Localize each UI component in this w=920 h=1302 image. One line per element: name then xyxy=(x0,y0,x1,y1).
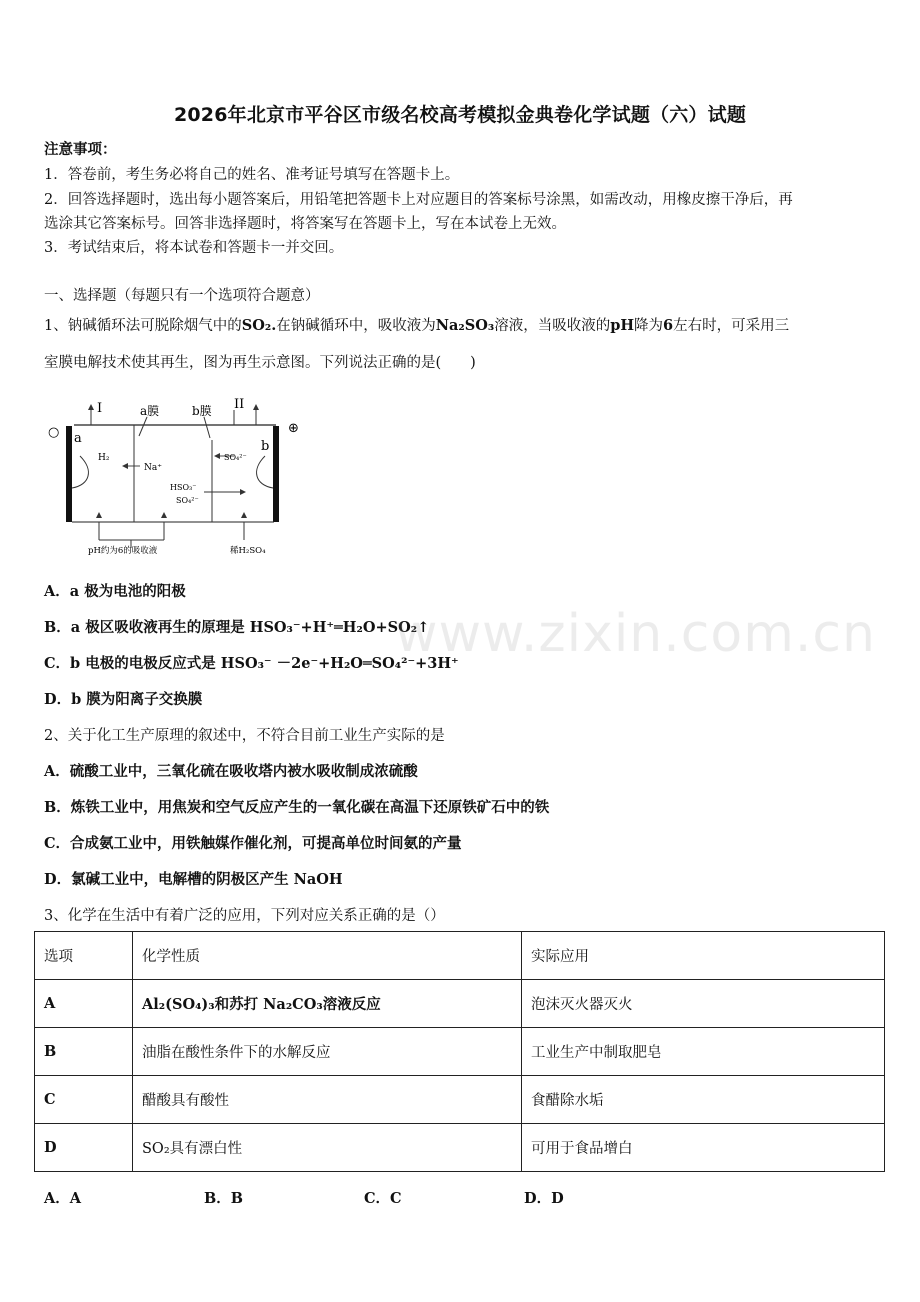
label-compartment-I: I xyxy=(97,401,103,416)
label-dilute-acid-inlet: 稀H₂SO₄ xyxy=(230,546,266,556)
notice-heading: 注意事项： xyxy=(44,141,117,158)
table-header-cell: 实际应用 xyxy=(522,932,885,980)
q2-option-b: B．炼铁工业中，用焦炭和空气反应产生的一氧化碳在高温下还原铁矿石中的铁 xyxy=(44,799,550,816)
notice-item: 3．考试结束后，将本试卷和答题卡一并交回。 xyxy=(44,240,344,256)
cathode-a xyxy=(66,426,72,522)
table-row xyxy=(35,980,885,1028)
watermark: www.zixin.com.cn xyxy=(395,604,876,664)
q2-option-a: A．硫酸工业中，三氧化硫在吸收塔内被水吸收制成浓硫酸 xyxy=(44,763,418,780)
notice-item: 1．答卷前，考生务必将自己的姓名、准考证号填写在答题卡上。 xyxy=(44,167,460,183)
q1-option-c: C．b 电极的电极反应式是 HSO₃⁻ －2e⁻+H₂O═SO₄²⁻+3H⁺ xyxy=(44,655,459,672)
q3-option-d: D．D xyxy=(524,1190,564,1207)
q3-option-a: A．A xyxy=(44,1190,82,1207)
table-cell: 可用于食品增白 xyxy=(522,1124,885,1172)
q3-option-c: C．C xyxy=(364,1190,402,1207)
label-sulfate-right: SO₄²⁻ xyxy=(224,453,247,462)
table-cell: 工业生产中制取肥皂 xyxy=(522,1028,885,1076)
q2-option-d: D．氯碱工业中，电解槽的阴极区产生 NaOH xyxy=(44,871,343,888)
table-cell: B xyxy=(35,1028,133,1076)
table-header-cell: 化学性质 xyxy=(133,932,522,980)
page-title: 2026年北京市平谷区市级名校高考模拟金典卷化学试题（六）试题 xyxy=(173,104,747,126)
table-header-row xyxy=(35,932,885,980)
section-heading: 一、选择题（每题只有一个选项符合题意） xyxy=(44,288,320,304)
negative-terminal-icon: ○ xyxy=(48,425,60,440)
label-a-membrane: a膜 xyxy=(140,404,160,418)
anode-b xyxy=(273,426,279,522)
table-header-cell: 选项 xyxy=(35,932,133,980)
label-bisulfite: HSO₃⁻ xyxy=(170,483,197,492)
q1-option-d: D．b 膜为阳离子交换膜 xyxy=(44,691,203,708)
q1-stem-line1: 1、钠碱循环法可脱除烟气中的SO₂.在钠碱循环中，吸收液为Na₂SO₃溶液，当吸收液的pH降为6左右时，可采用三 xyxy=(44,317,790,334)
table-cell: 泡沫灭火器灭火 xyxy=(522,980,885,1028)
q1-option-a: A．a 极为电池的阳极 xyxy=(44,583,186,600)
notice-item: 选涂其它答案标号。回答非选择题时，将答案写在答题卡上，写在本试卷上无效。 xyxy=(44,216,566,232)
electrolysis-diagram xyxy=(44,390,314,560)
table-cell: D xyxy=(35,1124,133,1172)
label-h2: H₂ xyxy=(98,453,110,463)
label-na-ion: Na⁺ xyxy=(144,463,162,473)
notice-item: 2．回答选择题时，选出每小题答案后，用铅笔把答题卡上对应题目的答案标号涂黑，如需改动，用橡皮擦干净后，再 xyxy=(44,192,793,208)
table-row xyxy=(35,1076,885,1124)
table-cell: C xyxy=(35,1076,133,1124)
table-cell: 食醋除水垢 xyxy=(522,1076,885,1124)
table-cell: SO₂具有漂白性 xyxy=(133,1124,522,1172)
table-row xyxy=(35,1124,885,1172)
label-b-membrane: b膜 xyxy=(192,404,212,418)
q2-stem: 2、关于化工生产原理的叙述中，不符合目前工业生产实际的是 xyxy=(44,728,445,744)
q1-stem-line2: 室膜电解技术使其再生，图为再生示意图。下列说法正确的是( ) xyxy=(44,355,476,371)
q1-option-b: B．a 极区吸收液再生的原理是 HSO₃⁻+H⁺═H₂O+SO₂↑ xyxy=(44,619,430,636)
label-absorbent-inlet: pH约为6的吸收液 xyxy=(88,546,158,556)
q2-option-c: C．合成氨工业中，用铁触媒作催化剂，可提高单位时间氨的产量 xyxy=(44,835,462,852)
table-cell: A xyxy=(35,980,133,1028)
q3-stem: 3、化学在生活中有着广泛的应用，下列对应关系正确的是（） xyxy=(44,908,445,924)
q3-table xyxy=(34,931,885,1172)
label-sulfate-mid: SO₄²⁻ xyxy=(176,496,199,505)
label-electrode-a: a xyxy=(74,431,82,446)
positive-terminal-icon: ⊕ xyxy=(288,421,299,436)
q3-option-b: B．B xyxy=(204,1190,244,1207)
label-electrode-b: b xyxy=(261,439,270,454)
label-compartment-II: II xyxy=(234,397,245,412)
table-cell: 油脂在酸性条件下的水解反应 xyxy=(133,1028,522,1076)
table-row xyxy=(35,1028,885,1076)
table-cell: Al₂(SO₄)₃和苏打 Na₂CO₃溶液反应 xyxy=(133,980,522,1028)
table-cell: 醋酸具有酸性 xyxy=(133,1076,522,1124)
